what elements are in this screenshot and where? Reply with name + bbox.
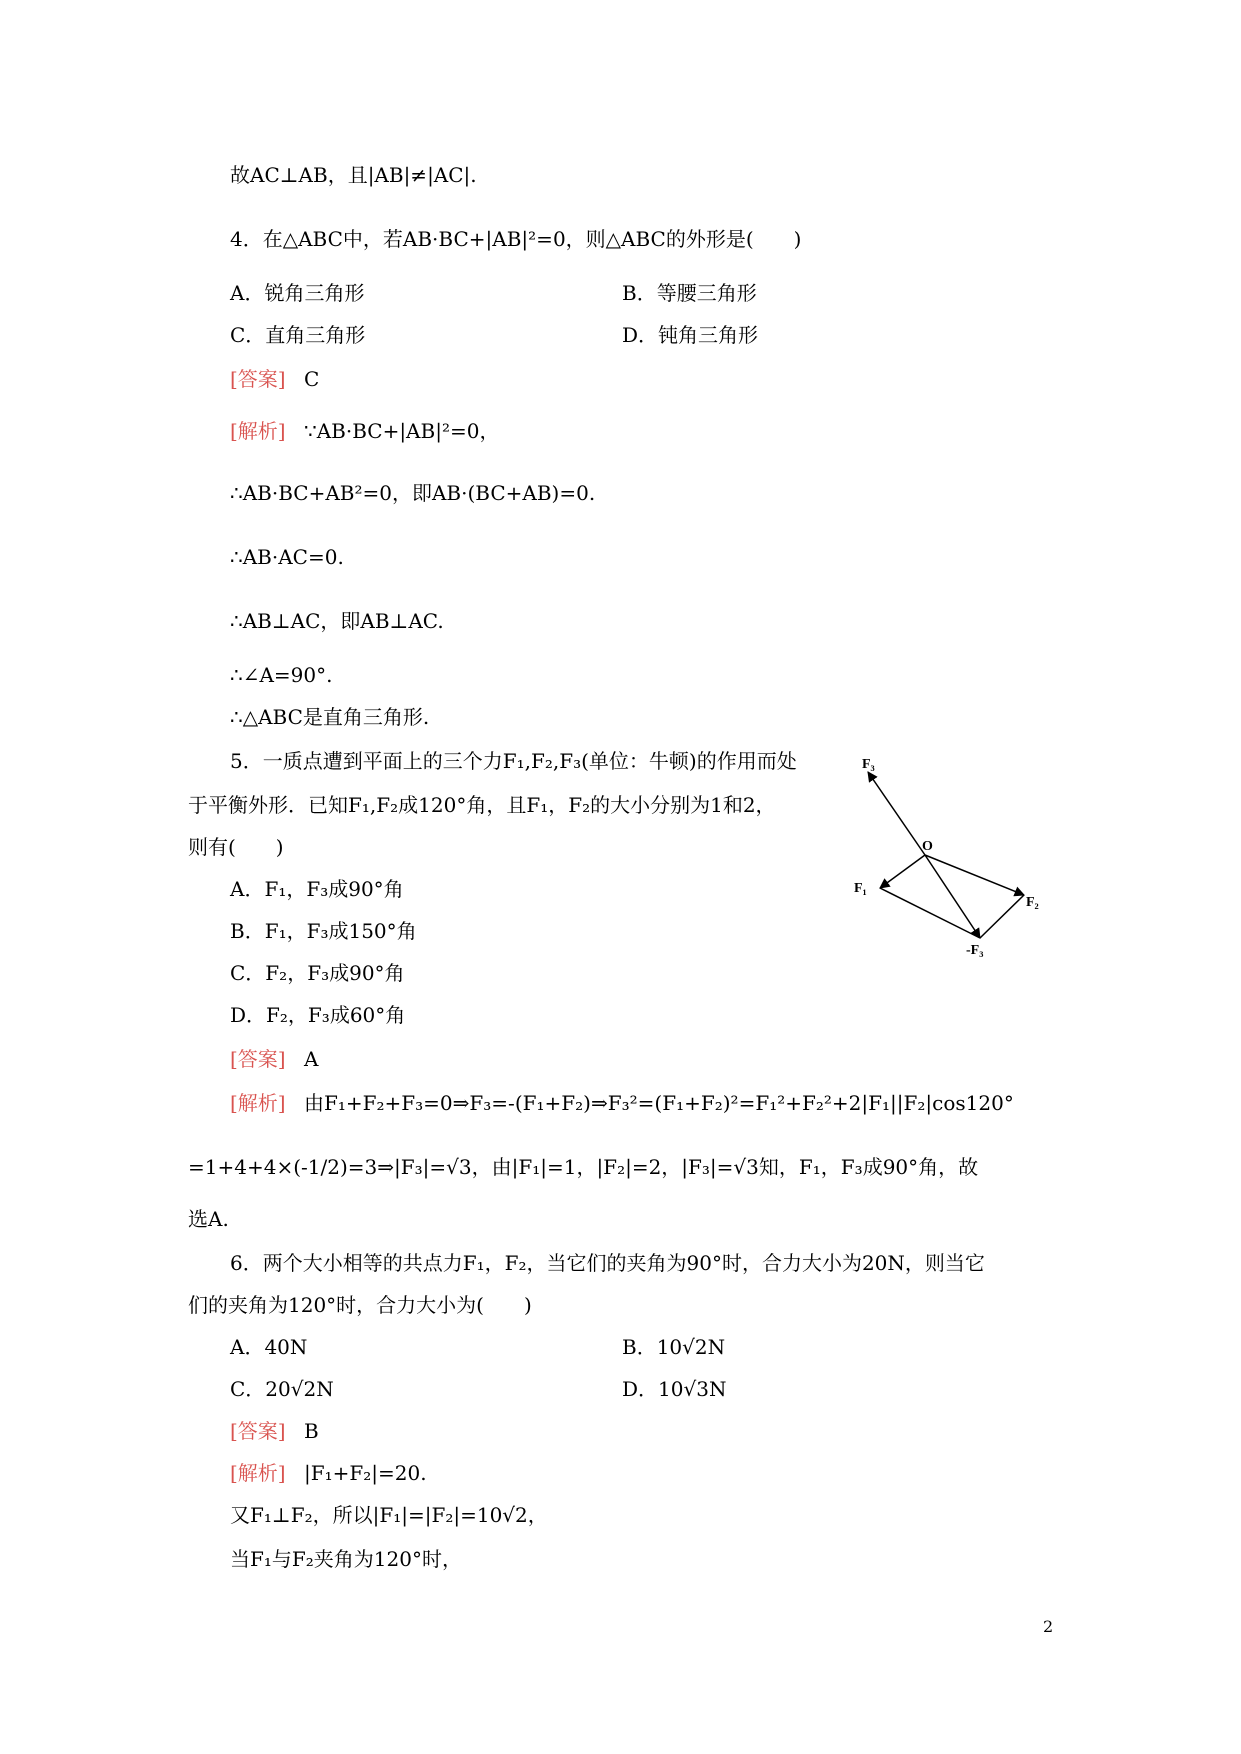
text-line: 则有( ) — [188, 835, 284, 859]
text-line: ∴AB⊥AC，即AB⊥AC. — [230, 609, 444, 633]
analysis-text: ∵AB·BC+|AB|²=0， — [303, 419, 500, 443]
text-line: ∴△ABC是直角三角形. — [230, 705, 430, 729]
option-b: B．10√2N — [622, 1335, 726, 1359]
option-a: A．F₁，F₃成90°角 — [230, 877, 404, 901]
text-line: ∴∠A=90°. — [230, 663, 333, 687]
label-f3: F₃ — [862, 757, 875, 772]
text-line: 当F₁与F₂夹角为120°时， — [230, 1547, 462, 1571]
label-neg-f3: -F₃ — [966, 943, 984, 958]
option-c: C．直角三角形 — [230, 323, 366, 347]
analysis-text: |F₁+F₂|=20. — [303, 1461, 427, 1485]
answer-line — [230, 1418, 319, 1444]
answer-value: A — [303, 1047, 319, 1071]
option-b: B．等腰三角形 — [622, 281, 757, 305]
option-c: C．F₂，F₃成90°角 — [230, 961, 405, 985]
analysis-text: 由F₁+F₂+F₃=0⇒F₃=-(F₁+F₂)⇒F₃²=(F₁+F₂)²=F₁²+F₂²+2|F₁||F₂|cos120° — [303, 1091, 1014, 1115]
option-d: D．10√3N — [622, 1377, 727, 1401]
analysis-tag: [解析] — [230, 1461, 286, 1485]
option-a: A．40N — [230, 1335, 308, 1359]
f1-vector — [880, 855, 925, 888]
analysis-line — [230, 418, 499, 444]
label-f1: F₁ — [854, 881, 867, 896]
analysis-line — [230, 1460, 427, 1486]
page-number: 2 — [1043, 1617, 1054, 1636]
parallelogram-edge — [980, 895, 1024, 938]
question-5: 5．一质点遭到平面上的三个力F₁,F₂,F₃(单位：牛顿)的作用而处 — [230, 749, 797, 773]
text-line: 选A. — [188, 1207, 229, 1231]
answer-tag: [答案] — [230, 1047, 286, 1071]
text-line: 又F₁⊥F₂，所以|F₁|=|F₂|=10√2， — [230, 1503, 548, 1527]
option-d: D．F₂，F₃成60°角 — [230, 1003, 406, 1027]
neg-f3-vector — [925, 855, 980, 938]
text-line: ∴AB·AC=0. — [230, 545, 344, 569]
text-line: 故AC⊥AB，且|AB|≠|AC|. — [230, 163, 477, 187]
answer-value: B — [303, 1419, 319, 1443]
analysis-line — [230, 1090, 1014, 1116]
analysis-tag: [解析] — [230, 1091, 286, 1115]
f2-vector — [925, 855, 1024, 895]
answer-value: C — [303, 367, 320, 391]
text-line: 们的夹角为120°时，合力大小为( ) — [188, 1293, 532, 1317]
option-c: C．20√2N — [230, 1377, 334, 1401]
answer-tag: [答案] — [230, 367, 286, 391]
label-o: O — [922, 839, 933, 854]
answer-line — [230, 1046, 318, 1072]
parallelogram-edge — [880, 888, 980, 938]
answer-tag: [答案] — [230, 1419, 286, 1443]
text-line: ∴AB·BC+AB²=0，即AB·(BC+AB)=0. — [230, 481, 596, 505]
label-f2: F₂ — [1026, 895, 1039, 910]
question-4: 4．在△ABC中，若AB·BC+|AB|²=0，则△ABC的外形是( ) — [230, 227, 802, 251]
option-b: B．F₁，F₃成150°角 — [230, 919, 417, 943]
question-6: 6．两个大小相等的共点力F₁，F₂，当它们的夹角为90°时，合力大小为20N，则当它 — [230, 1251, 985, 1275]
analysis-tag: [解析] — [230, 419, 286, 443]
text-line: 于平衡外形．已知F₁,F₂成120°角，且F₁，F₂的大小分别为1和2， — [188, 793, 776, 817]
option-a: A．锐角三角形 — [230, 281, 365, 305]
option-d: D．钝角三角形 — [622, 323, 759, 347]
text-line: =1+4+4×(-1/2)=3⇒|F₃|=√3，由|F₁|=1，|F₂|=2，|F₃|=√3知，F₁，F₃成90°角，故 — [188, 1155, 979, 1179]
answer-line — [230, 366, 319, 392]
force-diagram — [850, 750, 1060, 960]
f3-vector — [868, 772, 925, 855]
